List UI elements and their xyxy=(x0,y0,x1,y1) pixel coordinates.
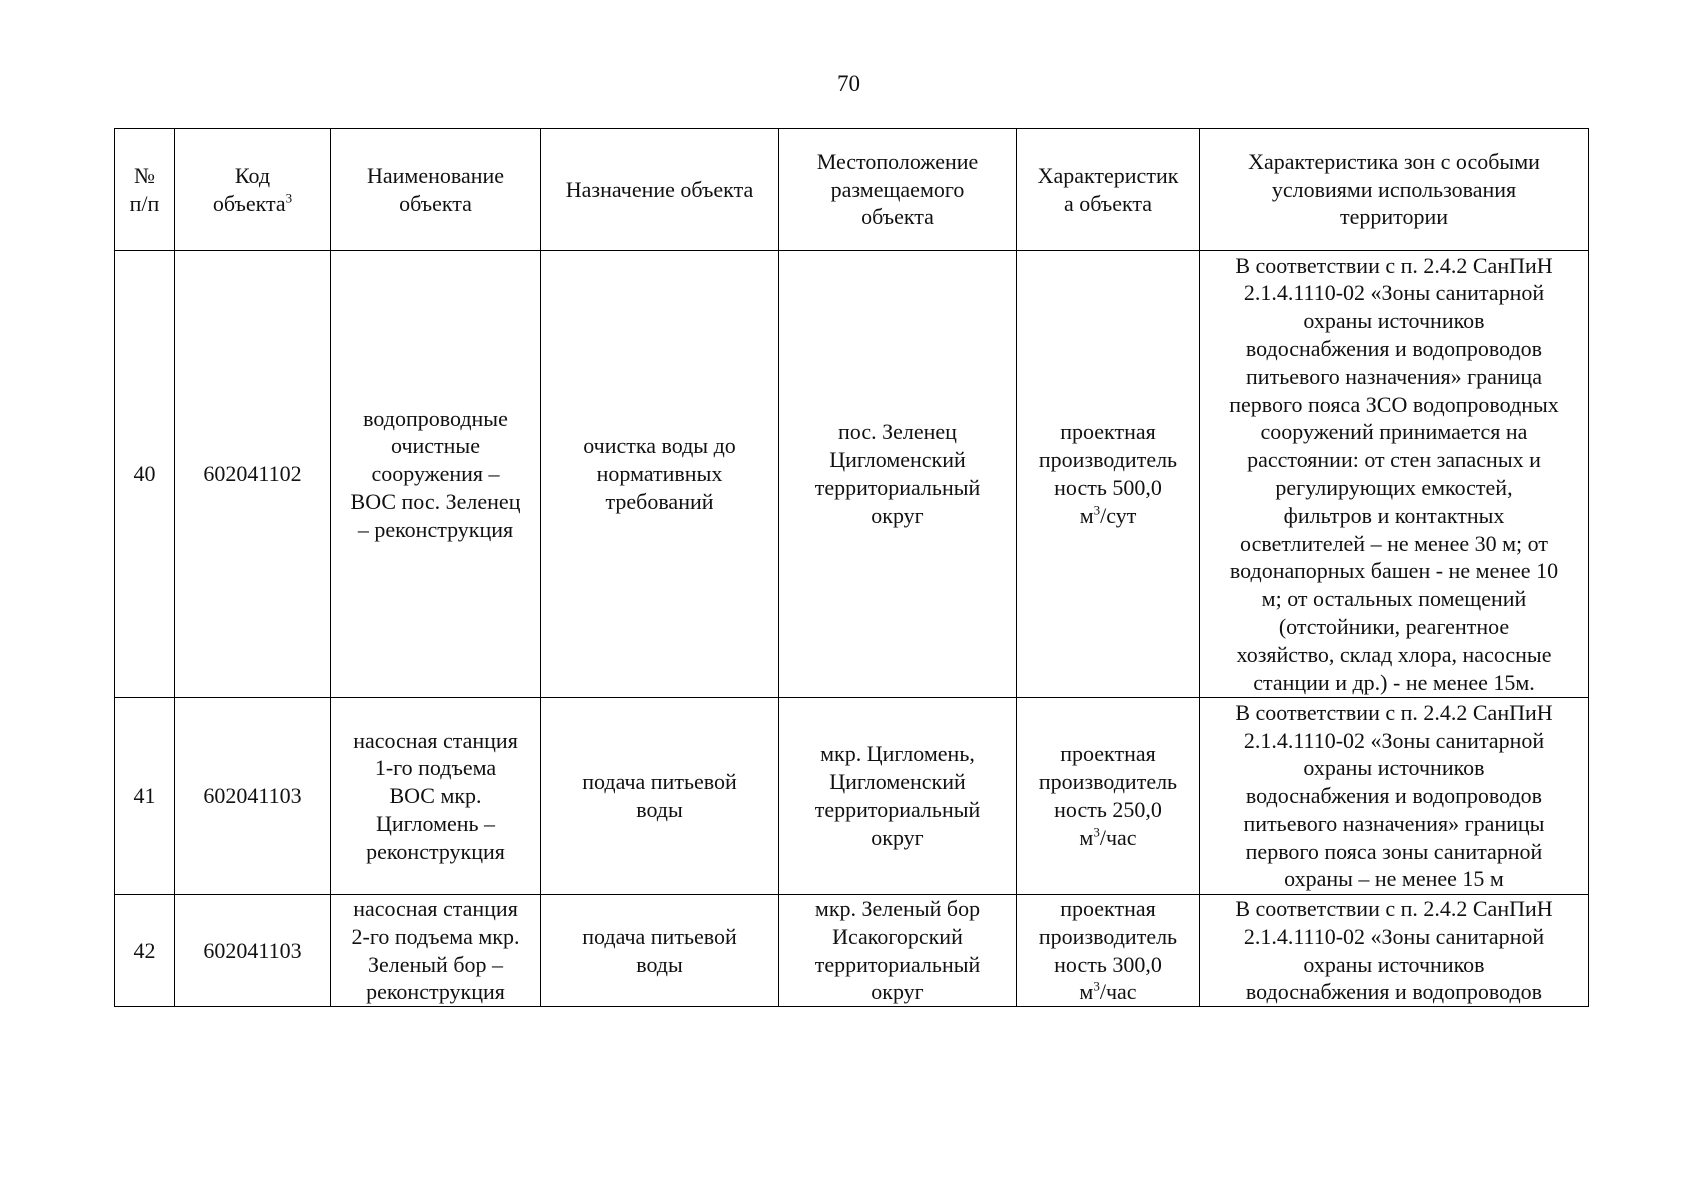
cell-location: мкр. Цигломень, Цигломенский территориальный округ xyxy=(779,698,1017,895)
cell-code: 602041102 xyxy=(175,251,331,698)
cell-location: мкр. Зеленый бор Исакогорский территориальный округ xyxy=(779,895,1017,1007)
cell-num: 40 xyxy=(115,251,175,698)
header-zones: Характеристика зон с особыми условиями использования территории xyxy=(1200,129,1589,251)
header-location: Местоположение размещаемого объекта xyxy=(779,129,1017,251)
characteristic-text: проектная производитель ность 500,0 м xyxy=(1038,419,1178,528)
header-code-footnote: 3 xyxy=(285,190,293,206)
header-name: Наименование объекта xyxy=(331,129,541,251)
table-row xyxy=(115,251,1589,698)
characteristic-text: проектная производитель ность 300,0 м xyxy=(1038,896,1178,1005)
page-number: 70 xyxy=(837,71,860,96)
cell-characteristic xyxy=(1017,698,1200,895)
cell-num: 41 xyxy=(115,698,175,895)
cell-name: насосная станция 1-го подъема ВОС мкр. Цигломень – реконструкция xyxy=(331,698,541,895)
characteristic-superscript: 3 xyxy=(1093,979,1100,995)
cell-zones: В соответствии с п. 2.4.2 СанПиН 2.1.4.1110-02 «Зоны санитарной охраны источников водоснабжения и водопроводов питьевого назначения» границы первого пояса зоны санитарной охраны – не менее 15 м xyxy=(1200,698,1589,895)
cell-purpose: подача питьевой воды xyxy=(541,895,779,1007)
cell-purpose: подача питьевой воды xyxy=(541,698,779,895)
characteristic-unit: /час xyxy=(1099,824,1137,850)
cell-code: 602041103 xyxy=(175,895,331,1007)
cell-name: насосная станция 2-го подъема мкр. Зеленый бор – реконструкция xyxy=(331,895,541,1007)
characteristic-unit: /час xyxy=(1099,979,1137,1005)
cell-num: 42 xyxy=(115,895,175,1007)
table-header-row xyxy=(115,129,1589,251)
cell-purpose: очистка воды до нормативных требований xyxy=(541,251,779,698)
objects-table xyxy=(114,128,1589,1007)
characteristic-unit: /сут xyxy=(1100,502,1137,528)
cell-location: пос. Зеленец Цигломенский территориальный округ xyxy=(779,251,1017,698)
cell-characteristic xyxy=(1017,251,1200,698)
cell-zones: В соответствии с п. 2.4.2 СанПиН 2.1.4.1110-02 «Зоны санитарной охраны источников водоснабжения и водопроводов питьевого назначения» граница первого пояса ЗСО водопроводных сооружений принимается на расстоянии: от стен запасных и регулирующих емкостей, фильтров и контактных осветлителей – не менее 30 м; от водонапорных башен - не менее 10 м; от остальных помещений (отстойники, реагентное хозяйство, склад хлора, насосные станции и др.) - не менее 15м. xyxy=(1200,251,1589,698)
header-num: № п/п xyxy=(115,129,175,251)
table-row xyxy=(115,895,1589,1007)
cell-code: 602041103 xyxy=(175,698,331,895)
header-characteristic: Характеристик а объекта xyxy=(1017,129,1200,251)
characteristic-superscript: 3 xyxy=(1093,824,1100,840)
header-code-label: Код объекта xyxy=(212,162,286,216)
cell-zones: В соответствии с п. 2.4.2 СанПиН 2.1.4.1110-02 «Зоны санитарной охраны источников водоснабжения и водопроводов xyxy=(1200,895,1589,1007)
cell-name: водопроводные очистные сооружения – ВОС пос. Зеленец – реконструкция xyxy=(331,251,541,698)
characteristic-superscript: 3 xyxy=(1093,502,1101,518)
header-purpose: Назначение объекта xyxy=(541,129,779,251)
table-row xyxy=(115,698,1589,895)
characteristic-text: проектная производитель ность 250,0 м xyxy=(1038,741,1178,850)
cell-characteristic xyxy=(1017,895,1200,1007)
header-code xyxy=(175,129,331,251)
